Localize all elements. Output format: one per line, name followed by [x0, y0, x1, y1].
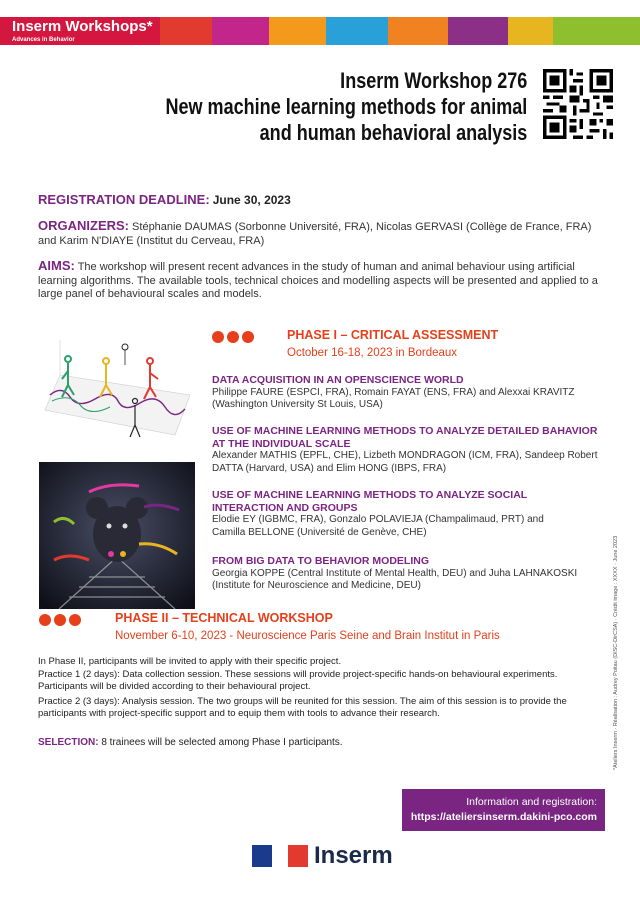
talk-3-speakers: Elodie EY (IGBMC, FRA), Gonzalo POLAVIEJA (Champalimaud, PRT) and Camilla BELLONE (Université de Genève, CHE): [212, 514, 544, 538]
selection-text: 8 trainees will be selected among Phase I participants.: [98, 737, 343, 748]
phase1-date: October 16-18, 2023 in Bordeaux: [287, 347, 458, 359]
workshop-title: [165, 68, 527, 146]
title-line-2: New machine learning methods for animal: [165, 94, 527, 119]
talk-1-title: DATA ACQUISITION IN AN OPENSCIENCE WORLD: [212, 374, 464, 386]
french-flag-icon: [252, 845, 308, 867]
title-line-1: Inserm Workshop 276: [339, 68, 527, 93]
organizers-text: Stéphanie DAUMAS (Sorbonne Université, FRA), Nicolas GERVASI (Collège de France, FRA) and Karim N'DIAYE (Institut du Cerveau, FRA): [38, 221, 592, 247]
inserm-logo: [252, 842, 393, 870]
aims-text: The workshop will present recent advances in the study of human and animal behaviour using artificial learning algorithms. The available tools, technical choices and modelling aspects will be presented and applied to a large panel of behavioural scales and models.: [38, 261, 598, 300]
qr-code-icon[interactable]: [543, 69, 613, 139]
phase2-title: PHASE II – TECHNICAL WORKSHOP: [115, 611, 333, 625]
credit-line: *Ateliers Inserm · Réalisation : Audrey Poitau (DISC-DirCSA) · Crédit image : XXXX · June 2023: [613, 535, 619, 770]
talk-4: [212, 555, 582, 593]
aims-label: AIMS:: [38, 258, 75, 273]
talk-4-speakers: Georgia KOPPE (Central Institute of Mental Health, DEU) and Juha LAHNAKOSKI (Institute for Neuroscience and Medicine, DEU): [212, 567, 578, 591]
phase2-practice-1: Practice 1 (2 days): Data collection session. These sessions will provide project-specific hands-on behavioural experiments. Participants will be divided according to their behavioural project.: [38, 669, 558, 692]
info-label: Information and registration:: [466, 796, 597, 808]
talk-1-speakers: Philippe FAURE (ESPCI, FRA), Romain FAYAT (ENS, FRA) and Alexxai KRAVITZ (Washington University St Louis, USA): [212, 386, 575, 410]
brand-subtitle: Advances in Behavior: [12, 37, 75, 43]
motion-tracking-illustration: [40, 335, 195, 440]
selection-section: [38, 737, 604, 749]
phase2-practice-2: Practice 2 (3 days): Analysis session. The two groups will be reunited for this session. The aim of this session is to provide the participants with project-specific support and to equip them with tools to advance their research.: [38, 696, 567, 719]
talk-1: [212, 374, 607, 412]
talk-4-title: FROM BIG DATA TO BEHAVIOR MODELING: [212, 555, 429, 567]
talk-2-title: USE OF MACHINE LEARNING METHODS TO ANALYZE DETAILED BAHAVIOR AT THE INDIVIDUAL SCALE: [212, 425, 598, 450]
talk-3-title: USE OF MACHINE LEARNING METHODS TO ANALYZE SOCIAL INTERACTION AND GROUPS: [212, 489, 528, 514]
aims-section: [38, 259, 604, 302]
registration-date: June 30, 2023: [212, 193, 291, 207]
organizers-label: ORGANIZERS:: [38, 218, 129, 233]
inserm-logo-text: Inserm: [314, 842, 393, 869]
registration-link[interactable]: https://ateliersinserm.dakini-pco.com: [410, 811, 597, 823]
phase2-dots-icon: [39, 614, 81, 626]
registration-label: REGISTRATION DEADLINE:: [38, 192, 210, 207]
mouse-tracking-image: [39, 462, 195, 609]
phase2-date: November 6-10, 2023 - Neuroscience Paris Seine and Brain Institut in Paris: [115, 630, 500, 642]
talk-3: [212, 489, 562, 539]
talk-2: [212, 425, 602, 475]
phase2-intro: In Phase II, participants will be invited to apply with their specific project.: [38, 656, 342, 667]
brand-title: Inserm Workshops*: [12, 18, 153, 35]
info-registration-box: [402, 789, 605, 831]
selection-label: SELECTION:: [38, 737, 99, 748]
organizers-section: [38, 219, 604, 248]
phase1-dots-icon: [212, 331, 254, 343]
title-line-3: and human behavioral analysis: [259, 120, 527, 145]
talk-2-speakers: Alexander MATHIS (EPFL, CHE), Lizbeth MONDRAGON (ICM, FRA), Sandeep Robert DATTA (Harvard, USA) and Elim HONG (IBPS, FRA): [212, 450, 598, 474]
phase1-title: PHASE I – CRITICAL ASSESSMENT: [287, 328, 499, 342]
registration-deadline: [38, 193, 604, 209]
